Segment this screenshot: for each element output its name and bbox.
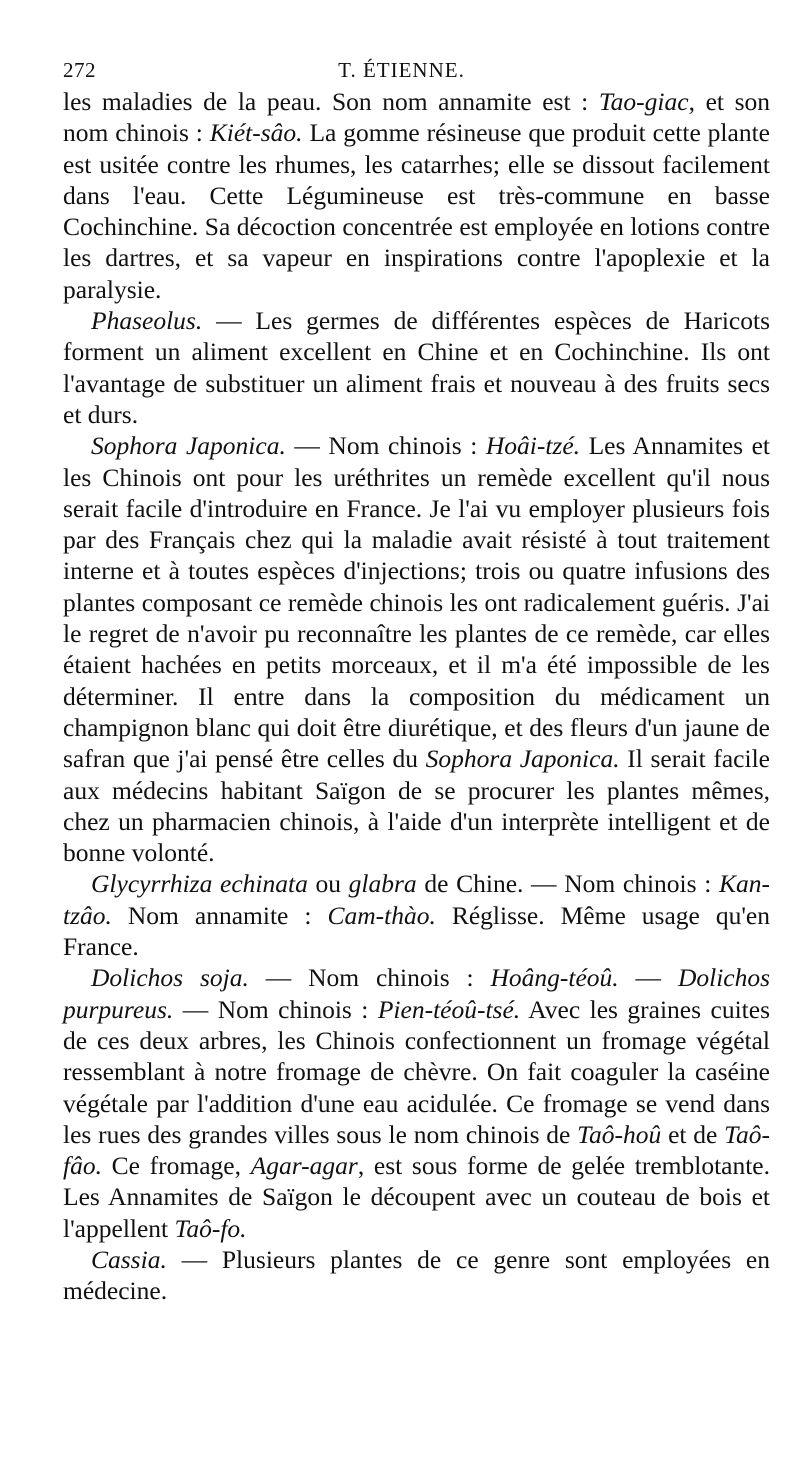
italic-term: Pien-téoû-tsé. xyxy=(377,994,521,1024)
text-run: , et son nom chinois : xyxy=(63,87,770,148)
italic-term: Dolichos soja. xyxy=(91,963,249,993)
text-run: Il serait facile aux médecins habitant Saïgon de se procurer les plantes mêmes, chez un pharmacien chinois, à l'aide d'un interprète intelligent et de bonne volonté. xyxy=(63,744,770,868)
text-run: Les Annamites et les Chinois ont pour les uréthrites un remède excellent qu'il nous serait facile d'introduire en France. Je l'ai vu employer plusieurs fois par des Français chez qui la maladie avait résisté à tout traitement interne et à toutes espèces d'injections; trois ou quatre infusions des plantes composant ce remède chinois les ont radicalement guéris. J'ai le regret de n'avoir pu reconnaître les plantes de ce remède, car elles étaient hachées en petits morceaux, et il m'a été impossible de les déterminer. Il entre dans la composition du médicament un champignon blanc qui doit être diurétique, et des fleurs d'un jaune de safran que j'ai pensé être celles du xyxy=(63,431,770,774)
italic-term: glabra xyxy=(348,869,417,899)
italic-term: Dolichos purpureus. xyxy=(63,963,771,1024)
italic-term: Taô-fâo. xyxy=(63,1119,770,1181)
text-run: — Nom chinois : xyxy=(173,994,378,1024)
italic-term: Kan-tzâo. xyxy=(63,869,770,930)
italic-term: Sophora Japonica. xyxy=(91,431,286,461)
paragraph-sophora-japonica xyxy=(63,430,770,868)
paragraph-phaseolus xyxy=(63,305,770,430)
text-run: ou xyxy=(307,869,349,899)
text-run: , est sous forme de gelée tremblotante. Les Annamites de Saïgon le découpent avec un couteau de bois et l'appellent xyxy=(63,1151,770,1243)
text-run: Ce fromage, xyxy=(101,1151,251,1181)
page-number: 272 xyxy=(63,58,96,82)
paragraph-dolichos xyxy=(63,962,770,1244)
text-run: et de xyxy=(661,1119,725,1149)
italic-term: Cassia. xyxy=(91,1244,167,1274)
text-run: — Plusieurs plantes de ce genre sont employées en médecine. xyxy=(63,1244,770,1306)
italic-term: Hoâng-téoû. xyxy=(490,963,619,993)
italic-term: Taô-hoû xyxy=(577,1119,662,1149)
italic-term: Sophora Japonica. xyxy=(425,744,620,774)
text-run: Nom annamite : xyxy=(111,900,328,930)
italic-term: Glycyrrhiza echinata xyxy=(91,869,308,899)
italic-term: Tao-giac xyxy=(598,87,689,116)
text-run: La gomme résineuse que produit cette plante est usitée contre les rhumes, les catarrhes; elle se dissout facilement dans l'eau. Cette Légumineuse est très-commune en basse Cochinchine. Sa décoction concentrée est employée en lotions contre les dartres, et sa vapeur en inspirations contre l'apoplexie et la paralysie. xyxy=(63,118,770,304)
paragraph-glycyrrhiza xyxy=(63,868,770,962)
body-text xyxy=(63,86,770,1307)
italic-term: Cam-thào. xyxy=(327,900,436,930)
italic-term: Kiét-sâo. xyxy=(209,118,303,148)
paragraph-continuation xyxy=(63,86,770,305)
text-run: de Chine. — Nom chinois : xyxy=(416,869,719,899)
running-head xyxy=(63,52,770,86)
running-title: T. ÉTIENNE. xyxy=(338,58,465,82)
paragraph-cassia xyxy=(63,1244,770,1307)
text-run: Réglisse. Même usage qu'en France. xyxy=(63,900,770,962)
text-run: — xyxy=(618,963,678,993)
text-run: — Les germes de différentes espèces de Haricots forment un aliment excellent en Chine et en Cochinchine. Ils ont l'avantage de substituer un aliment frais et nouveau à des fruits secs et durs. xyxy=(63,306,770,429)
italic-term: Hoâi-tzé. xyxy=(485,431,581,461)
text-run: les maladies de la peau. Son nom annamite est : xyxy=(63,87,599,116)
italic-term: Taô-fo. xyxy=(174,1213,247,1243)
text-run: Avec les graines cuites de ces deux arbres, les Chinois confectionnent un fromage végétal ressemblant à notre fromage de chèvre. On fait coaguler la caséine végétale par l'addition d'une eau acidulée. Ce fromage se vend dans les rues des grandes villes sous le nom chinois de xyxy=(63,994,770,1149)
italic-term: Phaseolus. xyxy=(91,306,203,336)
text-run: — Nom chinois : xyxy=(248,963,491,993)
italic-term: Agar-agar xyxy=(250,1151,358,1181)
text-run: — Nom chinois : xyxy=(285,431,486,461)
